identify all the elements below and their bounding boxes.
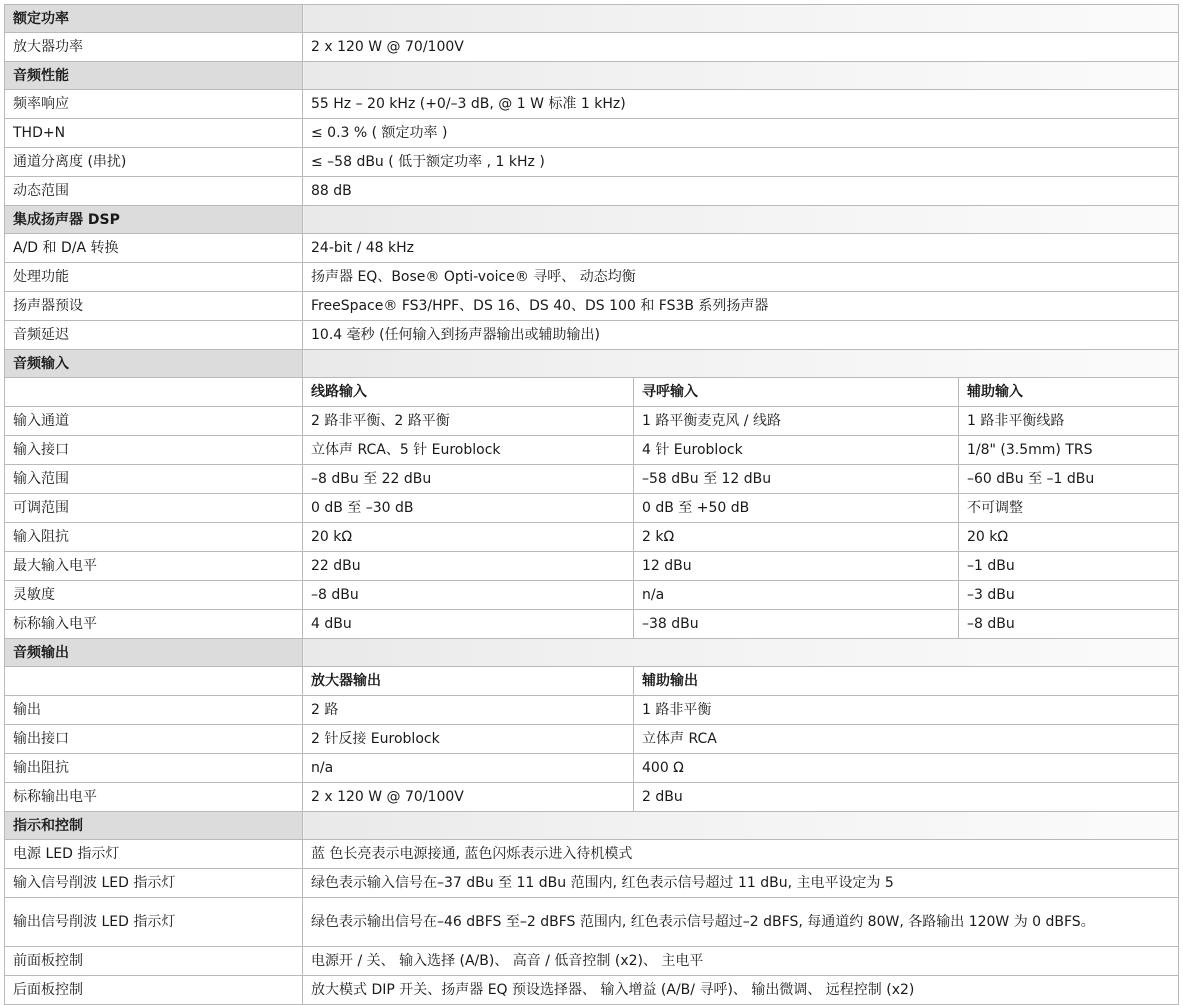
table-cell: 4 针 Euroblock [634,436,959,465]
table-cell: –3 dBu [959,581,1179,610]
section-title: 音频输出 [5,639,303,667]
table-cell: 20 kΩ [959,523,1179,552]
table-cell: 1 路非平衡线路 [959,407,1179,436]
row-label: 灵敏度 [5,581,303,610]
table-cell: n/a [303,754,634,783]
column-header: 寻呼输入 [634,378,959,407]
input-column-headers [5,378,1179,407]
row-value: 24-bit / 48 kHz [303,234,1179,263]
table-cell: –38 dBu [634,610,959,639]
section-band [303,812,1179,840]
spec-row [5,292,1179,321]
section-title: 额定功率 [5,5,303,33]
section-title: 音频输入 [5,350,303,378]
table-cell: 2 x 120 W @ 70/100V [303,783,634,812]
spec-row [5,947,1179,976]
table-cell: 12 dBu [634,552,959,581]
column-header: 放大器输出 [303,667,634,696]
spec-row [5,783,1179,812]
row-label: 输入阻抗 [5,523,303,552]
table-cell: –58 dBu 至 12 dBu [634,465,959,494]
row-label: 可调范围 [5,494,303,523]
row-label: 输入范围 [5,465,303,494]
section-header-audio-outputs [5,639,1179,667]
row-value: 放大模式 DIP 开关、扬声器 EQ 预设选择器、 输入增益 (A/B/ 寻呼)、 输出微调、 远程控制 (x2) [303,976,1179,1005]
row-label: 放大器功率 [5,33,303,62]
section-header-audio-performance [5,62,1179,90]
row-label: 通道分离度 (串扰) [5,148,303,177]
row-value: 2 x 120 W @ 70/100V [303,33,1179,62]
table-cell: 2 dBu [634,783,1179,812]
row-label: 动态范围 [5,177,303,206]
spec-sheet [4,4,1178,1005]
section-header-indicators-controls [5,812,1179,840]
table-cell: –8 dBu 至 22 dBu [303,465,634,494]
row-label: 后面板控制 [5,976,303,1005]
output-column-headers [5,667,1179,696]
spec-row [5,407,1179,436]
section-band [303,5,1179,33]
row-label: 音频延迟 [5,321,303,350]
row-value: 10.4 毫秒 (任何输入到扬声器输出或辅助输出) [303,321,1179,350]
row-label: 电源 LED 指示灯 [5,840,303,869]
column-header: 辅助输入 [959,378,1179,407]
spec-row [5,119,1179,148]
spec-row [5,263,1179,292]
row-label: 最大输入电平 [5,552,303,581]
spec-row [5,696,1179,725]
spec-row [5,898,1179,947]
row-label: 输入通道 [5,407,303,436]
section-header-rated-power [5,5,1179,33]
section-band [303,350,1179,378]
row-value: 电源开 / 关、 输入选择 (A/B)、 高音 / 低音控制 (x2)、 主电平 [303,947,1179,976]
table-cell: 0 dB 至 –30 dB [303,494,634,523]
row-value: ≤ 0.3 % ( 额定功率 ) [303,119,1179,148]
section-band [303,206,1179,234]
table-cell: 立体声 RCA [634,725,1179,754]
table-cell: 400 Ω [634,754,1179,783]
row-value: 扬声器 EQ、Bose® Opti-voice® 寻呼、 动态均衡 [303,263,1179,292]
spec-row [5,436,1179,465]
table-cell: 1 路平衡麦克风 / 线路 [634,407,959,436]
row-value: FreeSpace® FS3/HPF、DS 16、DS 40、DS 100 和 FS3B 系列扬声器 [303,292,1179,321]
section-title: 音频性能 [5,62,303,90]
row-label: 处理功能 [5,263,303,292]
spec-row [5,869,1179,898]
table-cell: 1 路非平衡 [634,696,1179,725]
table-cell: 立体声 RCA、5 针 Euroblock [303,436,634,465]
spec-row [5,234,1179,263]
section-header-audio-inputs [5,350,1179,378]
row-label: 前面板控制 [5,947,303,976]
table-cell: 0 dB 至 +50 dB [634,494,959,523]
spec-row [5,523,1179,552]
spec-row [5,177,1179,206]
column-header: 线路输入 [303,378,634,407]
spec-table [4,4,1179,1005]
row-label: 标称输入电平 [5,610,303,639]
table-cell: –1 dBu [959,552,1179,581]
row-label: A/D 和 D/A 转换 [5,234,303,263]
section-band [303,639,1179,667]
spec-row [5,581,1179,610]
row-label: 标称输出电平 [5,783,303,812]
table-cell: 4 dBu [303,610,634,639]
section-title: 集成扬声器 DSP [5,206,303,234]
row-value: 88 dB [303,177,1179,206]
empty-cell [5,667,303,696]
row-label: THD+N [5,119,303,148]
empty-cell [5,378,303,407]
table-cell: 1/8" (3.5mm) TRS [959,436,1179,465]
spec-row [5,725,1179,754]
spec-row [5,610,1179,639]
spec-row [5,90,1179,119]
table-cell: 2 针反接 Euroblock [303,725,634,754]
spec-row [5,754,1179,783]
table-cell: 22 dBu [303,552,634,581]
section-header-dsp [5,206,1179,234]
table-cell: 20 kΩ [303,523,634,552]
column-header: 辅助输出 [634,667,1179,696]
row-label: 输出接口 [5,725,303,754]
table-cell: –8 dBu [303,581,634,610]
row-value: 蓝 色长亮表示电源接通, 蓝色闪烁表示进入待机模式 [303,840,1179,869]
table-cell: 2 路非平衡、2 路平衡 [303,407,634,436]
row-value: 绿色表示输入信号在–37 dBu 至 11 dBu 范围内, 红色表示信号超过 11 dBu, 主电平设定为 5 [303,869,1179,898]
row-label: 输出信号削波 LED 指示灯 [5,898,303,947]
row-label: 扬声器预设 [5,292,303,321]
section-title: 指示和控制 [5,812,303,840]
row-label: 输入接口 [5,436,303,465]
row-label: 频率响应 [5,90,303,119]
row-label: 输入信号削波 LED 指示灯 [5,869,303,898]
spec-row [5,465,1179,494]
spec-row [5,552,1179,581]
row-value: ≤ –58 dBu ( 低于额定功率 , 1 kHz ) [303,148,1179,177]
spec-row [5,976,1179,1005]
spec-row [5,148,1179,177]
table-cell: 不可调整 [959,494,1179,523]
spec-row [5,494,1179,523]
row-label: 输出 [5,696,303,725]
row-value: 55 Hz – 20 kHz (+0/–3 dB, @ 1 W 标准 1 kHz) [303,90,1179,119]
spec-row [5,321,1179,350]
table-cell: –60 dBu 至 –1 dBu [959,465,1179,494]
row-value: 绿色表示输出信号在–46 dBFS 至–2 dBFS 范围内, 红色表示信号超过–2 dBFS, 每通道约 80W, 各路输出 120W 为 0 dBFS。 [303,898,1179,947]
table-cell: 2 kΩ [634,523,959,552]
section-band [303,62,1179,90]
table-cell: –8 dBu [959,610,1179,639]
table-cell: n/a [634,581,959,610]
spec-row [5,33,1179,62]
row-label: 输出阻抗 [5,754,303,783]
spec-row [5,840,1179,869]
table-cell: 2 路 [303,696,634,725]
